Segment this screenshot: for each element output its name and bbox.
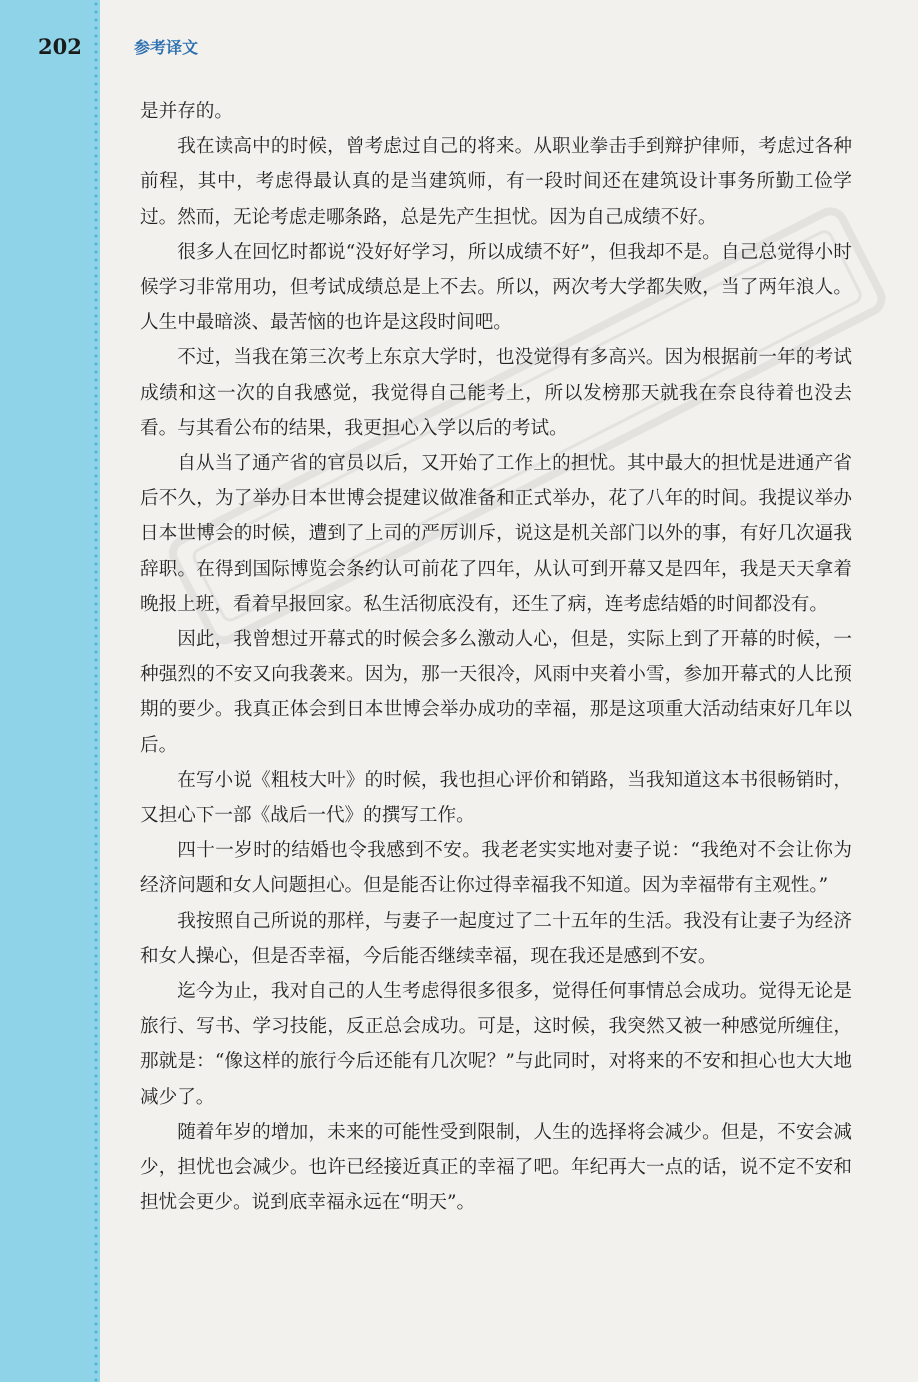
paragraph: 四十一岁时的结婚也令我感到不安。我老老实实地对妻子说：“我绝对不会让你为经济问题和女人问题担心。但是能否让你过得幸福我不知道。因为幸福带有主观性。” — [140, 840, 852, 897]
page-number: 202 — [38, 34, 82, 59]
page-sidebar — [0, 0, 100, 1382]
paragraph: 随着年岁的增加，未来的可能性受到限制，人生的选择将会减少。但是，不安会减少，担忧也会减少。也许已经接近真正的幸福了吧。年纪再大一点的话，说不定不安和担忧会更少。说到底幸福永远在“明天”。 — [140, 1121, 852, 1214]
paragraph: 迄今为止，我对自己的人生考虑得很多很多，觉得任何事情总会成功。觉得无论是旅行、写书、学习技能，反正总会成功。可是，这时候，我突然又被一种感觉所缠住，那就是：“像这样的旅行今后还能有几次呢？”与此同时，对将来的不安和担心也大大地减少了。 — [140, 981, 852, 1108]
paragraph: 在写小说《粗枝大叶》的时候，我也担心评价和销路，当我知道这本书很畅销时，又担心下一部《战后一代》的撰写工作。 — [140, 769, 852, 827]
section-title: 参考译文 — [134, 38, 199, 57]
paragraph: 不过，当我在第三次考上东京大学时，也没觉得有多高兴。因为根据前一年的考试成绩和这一次的自我感觉，我觉得自己能考上，所以发榜那天就我在奈良待着也没去看。与其看公布的结果，我更担心入学以后的考试。 — [140, 347, 852, 439]
body-text — [140, 94, 852, 1221]
paragraph: 自从当了通产省的官员以后，又开始了工作上的担忧。其中最大的担忧是进通产省后不久，为了举办日本世博会提建议做准备和正式举办，花了八年的时间。我提议举办日本世博会的时候，遭到了上司的严厉训斥，说这是机关部门以外的事，有好几次逼我辞职。在得到国际博览会条约认可前花了四年，从认可到开幕又是四年，我是天天拿着晚报上班，看着早报回家。私生活彻底没有，还生了病，连考虑结婚的时间都没有。 — [140, 453, 852, 615]
paragraph: 是并存的。 — [140, 101, 233, 122]
sidebar-dotted-border — [93, 0, 99, 1382]
paragraph: 我按照自己所说的那样，与妻子一起度过了二十五年的生活。我没有让妻子为经济和女人操心，但是否幸福，今后能否继续幸福，现在我还是感到不安。 — [140, 910, 852, 967]
paragraph: 很多人在回忆时都说“没好好学习，所以成绩不好”，但我却不是。自己总觉得小时候学习非常用功，但考试成绩总是上不去。所以，两次考大学都失败，当了两年浪人。人生中最暗淡、最苦恼的也许是这段时间吧。 — [140, 241, 852, 334]
paragraph: 因此，我曾想过开幕式的时候会多么激动人心，但是，实际上到了开幕的时候，一种强烈的不安又向我袭来。因为，那一天很冷，风雨中夹着小雪，参加开幕式的人比预期的要少。我真正体会到日本世博会举办成功的幸福，那是这项重大活动结束好几年以后。 — [140, 629, 852, 756]
paragraph: 我在读高中的时候，曾考虑过自己的将来。从职业拳击手到辩护律师，考虑过各种前程，其中，考虑得最认真的是当建筑师，有一段时间还在建筑设计事务所勤工俭学过。然而，无论考虑走哪条路，总是先产生担忧。因为自己成绩不好。 — [140, 136, 852, 228]
